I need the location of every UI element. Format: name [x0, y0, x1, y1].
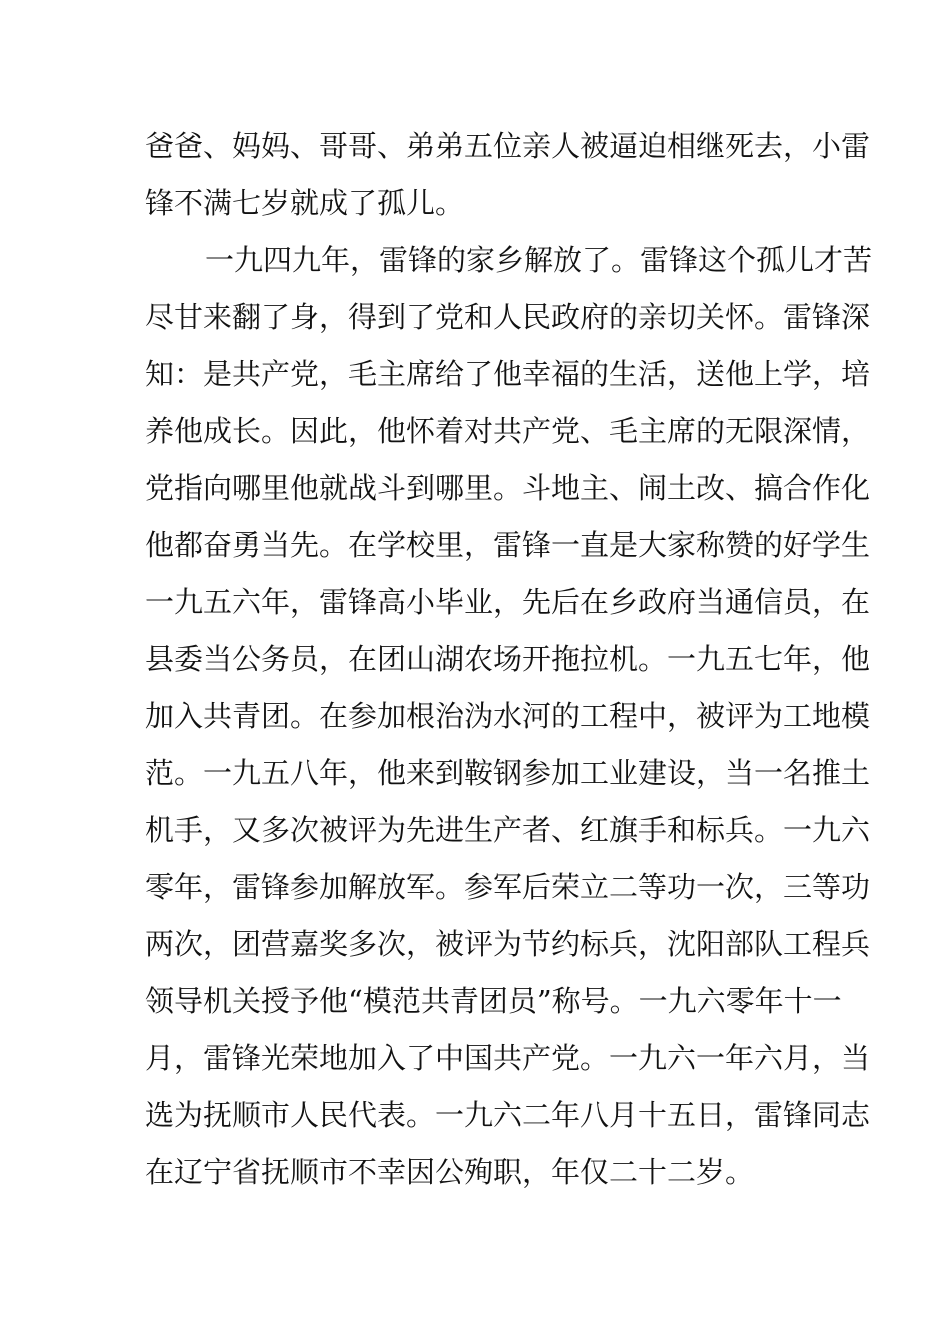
text-line: 在辽宁省抚顺市不幸因公殉职，年仅二十二岁。 — [145, 1155, 755, 1189]
text-line: 养他成长。因此，他怀着对共产党、毛主席的无限深情， — [145, 414, 871, 448]
text-line: 加入共青团。在参加根治沩水河的工程中，被评为工地模 — [145, 699, 871, 733]
text-line: 领导机关授予他“模范共青团员”称号。一九六零年十一 — [145, 984, 842, 1018]
text-line: 零年，雷锋参加解放军。参军后荣立二等功一次，三等功 — [145, 870, 871, 904]
text-line: 范。一九五八年，他来到鞍钢参加工业建设，当一名推土 — [145, 756, 871, 790]
text-line: 知：是共产党，毛主席给了他幸福的生活，送他上学，培 — [145, 357, 871, 391]
text-line: 两次，团营嘉奖多次，被评为节约标兵，沈阳部队工程兵 — [145, 927, 871, 961]
text-line: 党指向哪里他就战斗到哪里。斗地主、闹土改、搞合作化 — [145, 471, 871, 505]
text-line: 机手，又多次被评为先进生产者、红旗手和标兵。一九六 — [145, 813, 871, 847]
text-line: 一九四九年，雷锋的家乡解放了。雷锋这个孤儿才苦 — [205, 243, 873, 277]
text-line: 月，雷锋光荣地加入了中国共产党。一九六一年六月，当 — [145, 1041, 871, 1075]
paragraph-2 — [145, 232, 873, 1201]
text-line: 锋不满七岁就成了孤儿。 — [145, 186, 465, 220]
text-line: 选为抚顺市人民代表。一九六二年八月十五日，雷锋同志 — [145, 1098, 871, 1132]
body-text — [145, 118, 873, 1201]
text-line: 尽甘来翻了身，得到了党和人民政府的亲切关怀。雷锋深 — [145, 300, 871, 334]
text-line: 他都奋勇当先。在学校里，雷锋一直是大家称赞的好学生 — [145, 528, 871, 562]
paragraph-1 — [145, 118, 871, 232]
text-line: 一九五六年，雷锋高小毕业，先后在乡政府当通信员，在 — [145, 585, 871, 619]
text-line: 爸爸、妈妈、哥哥、弟弟五位亲人被逼迫相继死去，小雷 — [145, 129, 871, 163]
text-line: 县委当公务员，在团山湖农场开拖拉机。一九五七年，他 — [145, 642, 871, 676]
